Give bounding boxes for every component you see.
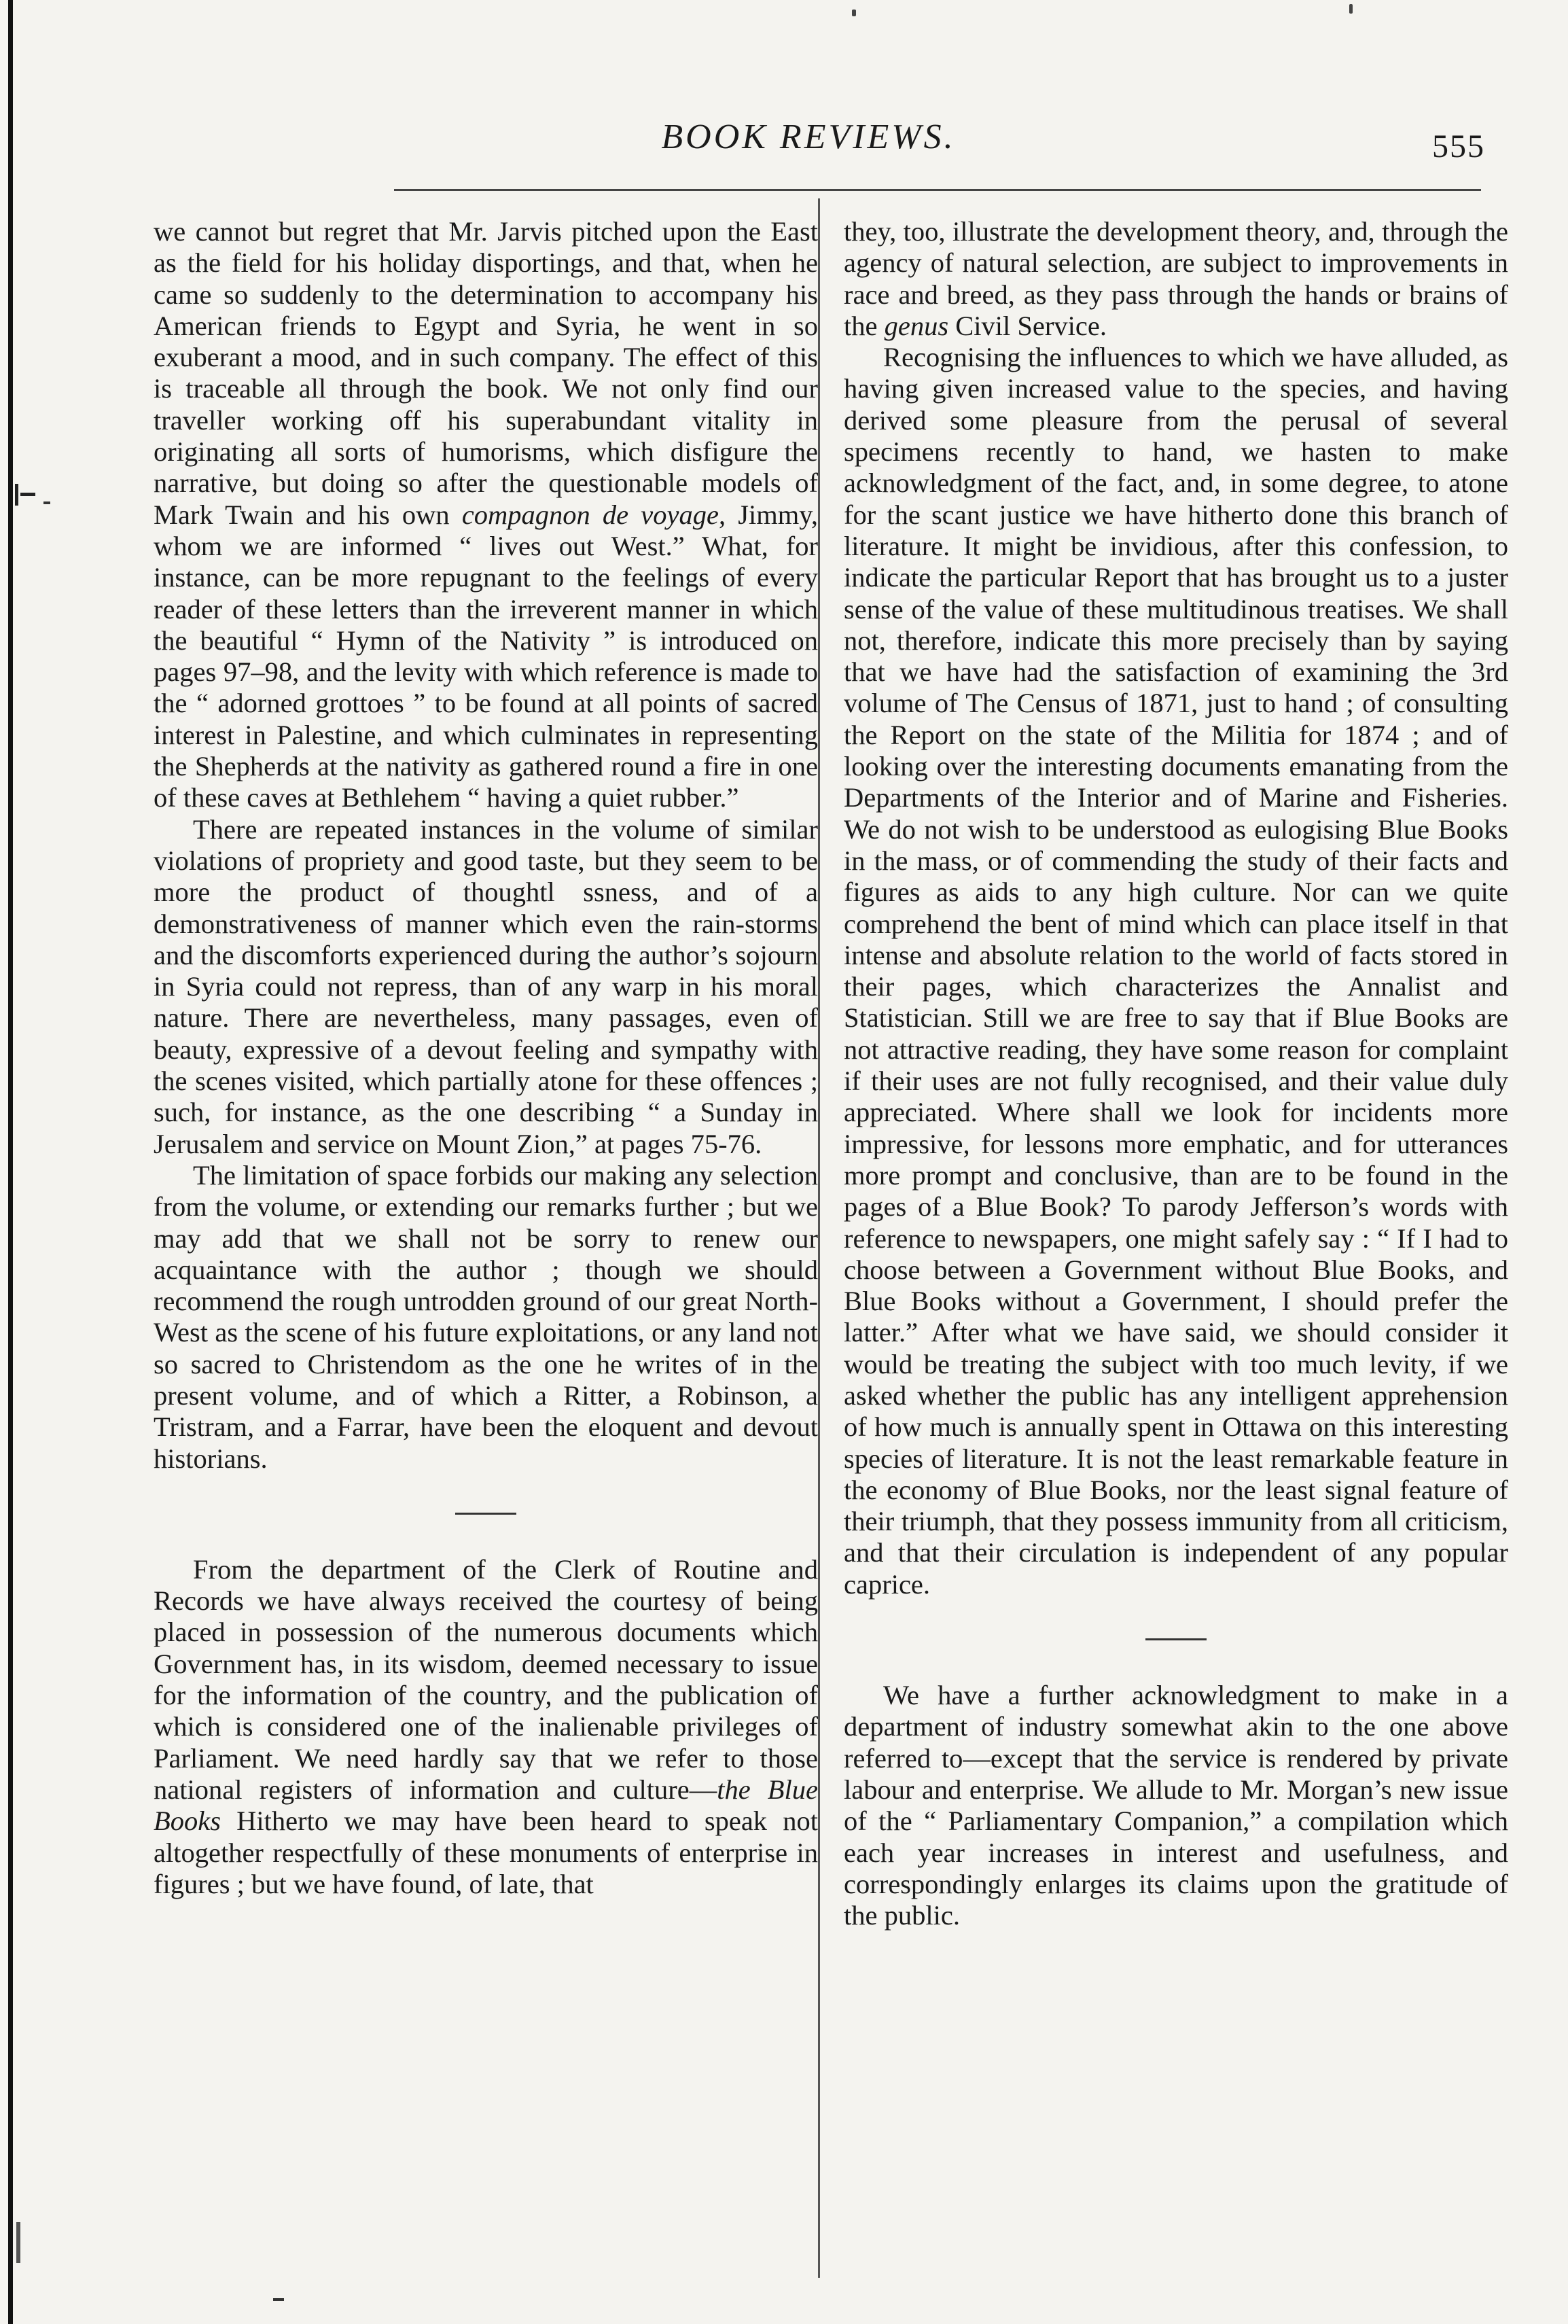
paragraph-text: we cannot but regret that Mr. Jarvis pitched upon the East as the field for his holiday disportings, and that, when he came so suddenly to the determination to accompany his American friends to Egypt and Syria, he went in so exuberant a mood, and in such company. The effect of this is traceable all through the book. We not only find our traveller working off his superabundant vitality in originating all sorts of humorisms, which disfigure the narrative, but doing so after the questionable models of Mark Twain and his own xyxy=(154,216,818,530)
margin-mark xyxy=(16,2222,20,2263)
margin-mark xyxy=(15,484,18,506)
paragraph: There are repeated instances in the volume of similar violations of propriety and good taste, but they seem to be more the product of thoughtl ssness, and of a demonstrativeness of manner which even the rain-storms and the discomforts experienced during the author’s sojourn in Syria could not repress, than of any warp in his moral nature. There are nevertheless, many passages, even of beauty, expressive of a devout feeling and sympathy with the scenes visited, which partially atone for these offences ; such, for instance, as the one describing “ a Sunday in Jerusalem and service on Mount Zion,” at pages 75-76. xyxy=(154,813,818,1159)
paragraph-text: Civil Service. xyxy=(948,310,1107,341)
section-divider xyxy=(455,1513,516,1515)
margin-mark xyxy=(43,501,50,504)
page-number: 555 xyxy=(1432,128,1485,164)
print-speck xyxy=(852,10,856,16)
paragraph xyxy=(844,216,1508,342)
right-column xyxy=(844,216,1508,1931)
paragraph-text: they, too, illustrate the development theory, and, through the agency of natural selection, are subject to improvements in race and breed, as they pass through the hands or brains of the xyxy=(844,216,1508,341)
italic-text: the Blue Books xyxy=(154,1774,818,1837)
print-mark xyxy=(273,2298,284,2301)
paragraph: We have a further acknowledgment to make in a department of industry somewhat akin to the one above referred to—except that the service is rendered by private labour and enterprise. We allude to Mr. Morgan’s new issue of the “ Parliamentary Companion,” a compilation which each year increases in interest and usefulness, and correspondingly enlarges its claims upon the gratitude of the public. xyxy=(844,1680,1508,1931)
italic-text: compagnon de voyage xyxy=(461,499,719,530)
header-rule xyxy=(394,189,1481,191)
left-column xyxy=(154,216,818,1900)
paragraph: The limitation of space forbids our making any selection from the volume, or extending our remarks further ; but we may add that we shall not be sorry to renew our acquaintance with the author ; though we should recommend the rough untrodden ground of our great North-West as the scene of his future exploitations, or any land not so sacred to Christendom as the one he writes of in the present volume, and of which a Ritter, a Robinson, a Tristram, and a Farrar, have been the eloquent and devout historians. xyxy=(154,1159,818,1474)
column-divider xyxy=(818,198,820,2278)
paragraph xyxy=(154,1554,818,1900)
print-speck xyxy=(1349,4,1353,14)
italic-text: genus xyxy=(884,310,949,341)
running-title: BOOK REVIEWS. xyxy=(661,118,956,156)
paragraph xyxy=(154,216,818,814)
paragraph: Recognising the influences to which we have alluded, as having given increased value to the species, and having derived some pleasure from the perusal of several specimens recently to hand, we hasten to make acknowledgment of the fact, and, in some degree, to atone for the scant justice we have hitherto done this branch of literature. It might be invidious, after this confession, to indicate the particular Report that has brought us to a juster sense of the value of these multitudinous treatises. We shall not, therefore, indicate this more precisely than by saying that we have had the satisfaction of examining the 3rd volume of The Census of 1871, just to hand ; of consulting the Report on the state of the Militia for 1874 ; and of looking over the interesting documents emanating from the Departments of the Interior and of Marine and Fisheries. We do not wish to be understood as eulogising Blue Books in the mass, or of commending the study of their facts and figures as aids to any high culture. Nor can we quite comprehend the bent of mind which can place itself in that intense and absolute relation to the world of facts stored in their pages, which characterizes the Annalist and Statistician. Still we are free to say that if Blue Books are not attractive reading, they have some reason for complaint if their uses are not fully recognised, and their value duly appreciated. Where shall we look for incidents more impressive, for lessons more emphatic, and for utterances more prompt and conclusive, than are to be found in the pages of a Blue Book? To parody Jefferson’s words with reference to newspapers, one might safely say : “ If I had to choose between a Government without Blue Books, and Blue Books without a Government, I should prefer the latter.” After what we have said, we should consider it would be treating the subject with too much levity, if we asked whether the public has any intelligent apprehension of how much is annually spent in Ottawa on this interesting species of literature. It is not the least remarkable feature in the economy of Blue Books, nor the least signal feature of their triumph, that they possess immunity from all criticism, and that their circulation is independent of any popular caprice. xyxy=(844,342,1508,1600)
page-edge-line xyxy=(8,0,13,2324)
paragraph-text: , Jimmy, whom we are informed “ lives out West.” What, for instance, can be more repugnant to the feelings of every reader of these letters than the irreverent manner in which the beautiful “ Hymn of the Nativity ” is introduced on pages 97–98, and the levity with which reference is made to the “ adorned grottoes ” to be found at all points of sacred interest in Palestine, and which culminates in representing the Shepherds at the nativity as gathered round a fire in one of these caves at Bethlehem “ having a quiet rubber.” xyxy=(154,499,818,813)
margin-mark xyxy=(20,493,35,496)
paragraph-text: Hitherto we may have been heard to speak not altogether respectfully of these monuments of enterprise in figures ; but we have found, of late, that xyxy=(154,1806,818,1899)
section-divider xyxy=(1145,1638,1207,1640)
paragraph-text: From the department of the Clerk of Routine and Records we have always received the courtesy of being placed in possession of the numerous documents which Government has, in its wisdom, deemed necessary to issue for the information of the country, and the publication of which is considered one of the inalienable privileges of Parliament. We need hardly say that we refer to those national registers of information and culture— xyxy=(154,1553,818,1805)
